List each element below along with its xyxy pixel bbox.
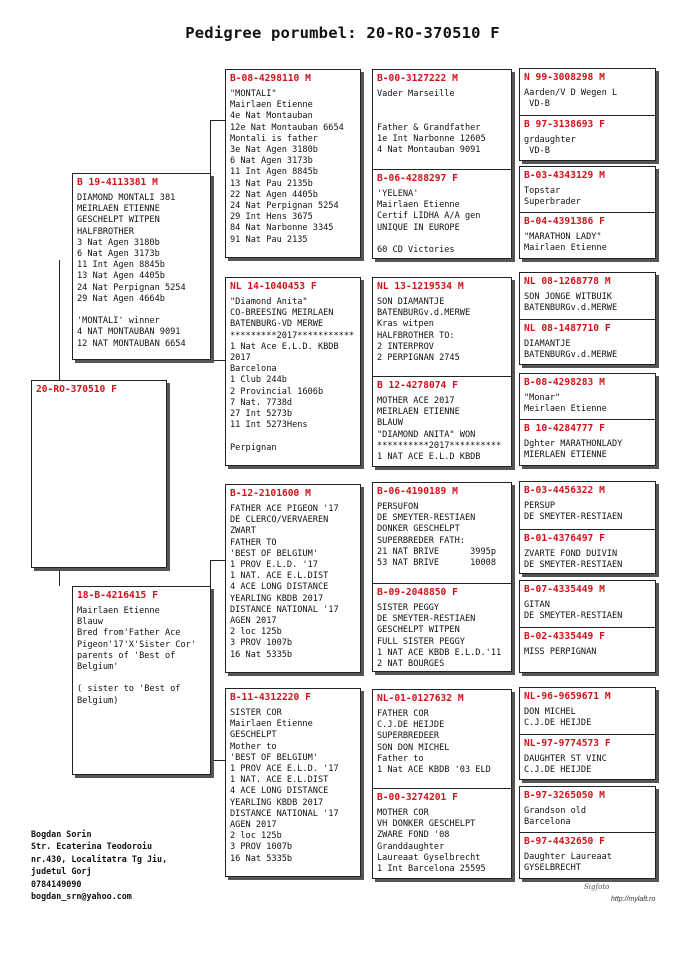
pigeon-notes: ZVARTE FOND DUIVIN DE SMEYTER-RESTIAEN (524, 549, 623, 571)
ancestor-pair-box (372, 277, 512, 467)
pigeon-notes: GITAN DE SMEYTER-RESTIAEN (524, 600, 623, 622)
ancestor-slot (373, 690, 511, 782)
pigeon-notes: Mairlaen Etienne Blauw Bred from'Father Ace Pigeon'17'X'Sister Cor' parents of 'Best of Belgium' ( sister to 'Best of Belgium) (77, 606, 196, 706)
pigeon-notes: DIAMANTJE BATENBURGv.d.MERWE (524, 339, 618, 361)
pigeon-ring: B-04-4391386 F (524, 216, 605, 227)
ancestor-slot (373, 169, 511, 259)
pigeon-ring: B-97-3265050 M (524, 790, 605, 801)
pigeon-ring: B 97-3138693 F (524, 119, 605, 130)
pigeon-notes: grdaughter VD-B (524, 135, 576, 157)
ancestor-slot (520, 69, 655, 113)
ancestor-slot (520, 627, 655, 673)
pigeon-notes: SISTER COR Mairlaen Etienne GESCHELPT Mother to 'BEST OF BELGIUM' 1 PROV ACE E.L.D. '17 1 NAT. ACE E.L.DIST 4 ACE LONG DISTANCE YEARLING KBDB 2017 DISTANCE NATIONAL '17 AGEN 2017 2 loc 125b 3 PROV 1007b 16 Nat 5335b (230, 708, 339, 864)
connector-line (210, 560, 225, 561)
ancestor-slot (520, 482, 655, 527)
connector-line (210, 120, 225, 121)
pigeon-notes: Daughter Laureaat GYSELBRECHT (524, 852, 612, 874)
ancestor-pair-box (519, 786, 656, 879)
pigeon-ring: NL 14-1040453 F (230, 281, 317, 292)
grandparent-box (225, 277, 361, 466)
ancestor-slot (373, 376, 511, 467)
ancestor-slot (520, 688, 655, 732)
breeder-street: Str. Ecaterina Teodoroiu (31, 841, 153, 852)
ancestor-slot (373, 483, 511, 577)
site-url-link[interactable]: http://mylaft.ro (611, 896, 656, 903)
pigeon-ring: N 99-3008298 M (524, 72, 605, 83)
pigeon-ring: NL-01-0127632 M (377, 693, 464, 704)
pigeon-ring: NL 13-1219534 M (377, 281, 464, 292)
ancestor-slot (373, 788, 511, 879)
ancestor-pair-box (372, 482, 512, 672)
pigeon-ring: B-12-2101600 M (230, 488, 311, 499)
pigeon-notes: "Diamond Anita" CO-BREESING MEIRLAEN BATENBURG-VD MERWE *********2017*********** 1 Nat Ace E.L.D. KBDB 2017 Barcelona 1 Club 244b 2 Provincial 1606b 7 Nat. 7738d 27 Int 5273b 11 Int 5273Hens Perpignan (230, 297, 355, 453)
ancestor-slot (373, 583, 511, 672)
ancestor-slot (520, 115, 655, 161)
sire-box (72, 173, 211, 360)
ancestor-pair-box (519, 373, 656, 466)
ancestor-slot (520, 832, 655, 879)
pigeon-ring: B-08-4298110 M (230, 73, 311, 84)
ancestor-pair-box (372, 689, 512, 879)
ancestor-slot (373, 70, 511, 162)
pigeon-notes: FATHER COR C.J.DE HEIJDE SUPERBREDEER SON DON MICHEL Father to 1 Nat ACE KBDB '03 ELD (377, 709, 491, 776)
pigeon-notes: SON JONGE WITBUIK BATENBURGv.d.MERWE (524, 292, 618, 314)
pigeon-ring: NL-97-9774573 F (524, 738, 611, 749)
ancestor-pair-box (519, 580, 656, 673)
pigeon-ring: 18-B-4216415 F (77, 590, 158, 601)
connector-line (59, 568, 60, 586)
pigeon-notes: SON DIAMANTJE BATENBURGv.d.MERWE Kras witpen HALFBROTHER TO: 2 INTERPROV 2 PERPIGNAN 2745 (377, 297, 471, 364)
breeder-address: nr.430, Localitatra Tg Jiu, (31, 853, 168, 864)
pigeon-notes: "MONTALI" Mairlaen Etienne 4e Nat Montauban 12e Nat Montauban 6654 Montali is father 3e Nat Agen 3180b 6 Nat Agen 3173b 11 Int Agen 8845b 13 Nat Pau 2135b 22 Nat Agen 4405b 24 Nat Perpignan 5254 29 Int Hens 3675 84 Nat Narbonne 3345 91 Nat Pau 2135 (230, 89, 344, 245)
ancestor-slot (520, 734, 655, 780)
pigeon-notes: Grandson old Barcelona (524, 806, 587, 828)
ancestor-pair-box (519, 272, 656, 365)
pigeon-ring: B-06-4288297 F (377, 173, 458, 184)
ancestor-pair-box (519, 481, 656, 574)
pigeon-notes: DAUGHTER ST VINC C.J.DE HEIJDE (524, 754, 607, 776)
ancestor-pair-box (372, 69, 512, 259)
connector-line (210, 760, 225, 761)
subject-pigeon-box (31, 380, 167, 568)
pigeon-ring: B 12-4278074 F (377, 380, 458, 391)
grandparent-box (225, 688, 361, 877)
pigeon-notes: SISTER PEGGY DE SMEYTER-RESTIAEN GESCHELPT WITPEN FULL SISTER PEGGY 1 NAT ACE KBDB E.L.D.'11 2 NAT BOURGES (377, 603, 502, 670)
breeder-contact (31, 828, 167, 902)
pigeon-ring: B-03-4343129 M (524, 170, 605, 181)
ancestor-pair-box (519, 68, 656, 161)
pigeon-notes: "MARATHON LADY" Mairlaen Etienne (524, 232, 607, 254)
pigeon-notes: DON MICHEL C.J.DE HEIJDE (524, 707, 592, 729)
pigeon-ring: B 19-4113381 M (77, 177, 158, 188)
connector-line (210, 360, 225, 361)
ancestor-slot (520, 319, 655, 365)
ancestor-pair-box (519, 166, 656, 259)
ancestor-slot (520, 787, 655, 831)
ancestor-slot (520, 167, 655, 211)
dam-box (72, 586, 211, 775)
ancestor-slot (520, 529, 655, 574)
pigeon-notes: Vader Marseille Father & Grandfather 1e Int Narbonne 12605 4 Nat Montauban 9091 (377, 89, 486, 156)
ancestor-slot (520, 273, 655, 317)
signature-mark: Sigfoto (584, 883, 610, 891)
grandparent-box (225, 69, 361, 258)
breeder-name: Bogdan Sorin (31, 829, 92, 839)
pigeon-ring: B-00-3274201 F (377, 792, 458, 803)
pigeon-ring: B-02-4335449 F (524, 631, 605, 642)
ancestor-slot (373, 278, 511, 370)
pigeon-notes: PERSUP DE SMEYTER-RESTIAEN (524, 501, 623, 523)
breeder-email[interactable]: bogdan_srn@yahoo.com (31, 891, 132, 902)
pigeon-ring: B-08-4298283 M (524, 377, 605, 388)
ancestor-slot (520, 581, 655, 625)
breeder-phone: 0784149090 (31, 878, 82, 889)
pigeon-ring: B-06-4190189 M (377, 486, 458, 497)
subject-ring: 20-RO-370510 F (36, 384, 117, 395)
pigeon-notes: MISS PERPIGNAN (524, 647, 597, 657)
pigeon-ring: B-07-4335449 M (524, 584, 605, 595)
page-title: Pedigree porumbel: 20-RO-370510 F (185, 24, 500, 42)
pigeon-notes: Dghter MARATHONLADY MIERLAEN ETIENNE (524, 439, 623, 461)
pigeon-notes: MOTHER COR VH DONKER GESCHELPT ZWARE FOND '08 Granddaughter Laureaat Gyselbrecht 1 Int Barcelona 25595 (377, 808, 486, 875)
subject-body (32, 397, 166, 403)
ancestor-slot (520, 374, 655, 418)
pigeon-ring: B-00-3127222 M (377, 73, 458, 84)
breeder-county: judetul Gorj (31, 866, 92, 877)
pigeon-ring: B-03-4456322 M (524, 485, 605, 496)
pigeon-ring: NL 08-1487710 F (524, 323, 611, 334)
pigeon-notes: Topstar Superbrader (524, 186, 581, 208)
pigeon-notes: Aarden/V D Wegen L VD-B (524, 88, 618, 110)
pigeon-ring: B-11-4312220 F (230, 692, 311, 703)
grandparent-box (225, 484, 361, 673)
pigeon-ring: B-01-4376497 F (524, 533, 605, 544)
pigeon-ring: NL 08-1268778 M (524, 276, 611, 287)
pigeon-ring: B-97-4432650 F (524, 836, 605, 847)
pigeon-notes: "Monar" Meirlaen Etienne (524, 393, 607, 415)
pigeon-ring: B-09-2048850 F (377, 587, 458, 598)
ancestor-slot (520, 212, 655, 259)
pigeon-notes: PERSUFON DE SMEYTER-RESTIAEN DONKER GESCHELPT SUPERBREDER FATH: 21 NAT BRIVE 3995p 53 NAT BRIVE 10008 (377, 502, 496, 569)
pigeon-ring: B 10-4284777 F (524, 423, 605, 434)
ancestor-slot (520, 419, 655, 466)
connector-line (59, 260, 60, 380)
pigeon-notes: 'YELENA' Mairlaen Etienne Certif LIDHA A/A gen UNIQUE IN EUROPE 60 CD Victories (377, 189, 481, 256)
ancestor-pair-box (519, 687, 656, 780)
pigeon-notes: FATHER ACE PIGEON '17 DE CLERCO/VERVAEREN ZWART FATHER TO 'BEST OF BELGIUM' 1 PROV E.L.D. '17 1 NAT. ACE E.L.DIST 4 ACE LONG DISTANCE YEARLING KBDB 2017 DISTANCE NATIONAL '17 AGEN 2017 2 loc 125b 3 PROV 1007b 16 Nat 5335b (230, 504, 339, 660)
pigeon-notes: MOTHER ACE 2017 MEIRLAEN ETIENNE BLAUW "DIAMOND ANITA" WON **********2017********** 1 NAT ACE E.L.D KBDB (377, 396, 502, 463)
pigeon-ring: NL-96-9659671 M (524, 691, 611, 702)
pigeon-notes: DIAMOND MONTALI 381 MEIRLAEN ETIENNE GESCHELPT WITPEN HALFBROTHER 3 Nat Agen 3180b 6 Nat Agen 3173b 11 Int Agen 8845b 13 Nat Agen 4405b 24 Nat Perpignan 5254 29 Nat Agen 4664b 'MONTALI' winner 4 NAT MONTAUBAN 9091 12 NAT MONTAUBAN 6654 (77, 193, 186, 349)
